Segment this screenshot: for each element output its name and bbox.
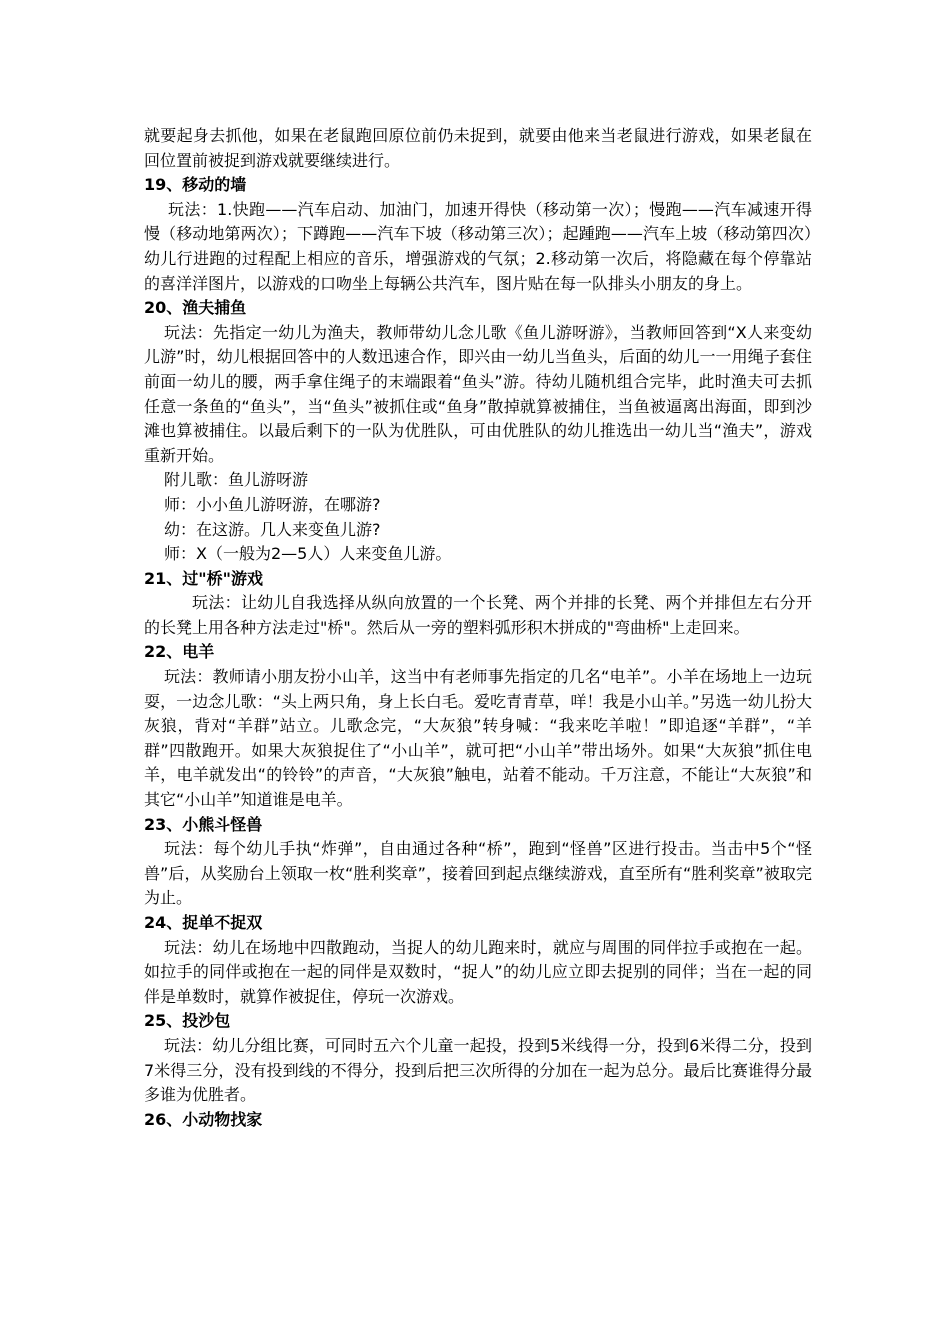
section-22-body: 玩法：教师请小朋友扮小山羊，这当中有老师事先指定的几名“电羊”。小羊在场地上一边玩耍，一边念儿歌：“头上两只角，身上长白毛。爱吃青青草，咩！我是小山羊。”另选一幼儿扮大灰狼，背对“羊群”站立。儿歌念完，“大灰狼”转身喊：“我来吃羊啦！”即追逐“羊群”，“羊群”四散跑开。如果大灰狼捉住了“小山羊”，就可把“小山羊”带出场外。如果“大灰狼”抓住电羊，电羊就发出“的铃铃”的声音，“大灰狼”触电，站着不能动。千万注意，不能让“大灰狼”和其它“小山羊”知道谁是电羊。: [144, 667, 812, 810]
section-24-heading: 24、捉单不捉双: [144, 913, 263, 932]
section-24-body: 玩法：幼儿在场地中四散跑动，当捉人的幼儿跑来时，就应与周围的同伴拉手或抱在一起。如拉手的同伴或抱在一起的同伴是双数时，“捉人”的幼儿应立即去捉别的同伴；当在一起的同伴是单数时，就算作被捉住，停玩一次游戏。: [144, 937, 812, 1006]
section-20-heading: 20、渔夫捕鱼: [144, 298, 247, 318]
document-page: [144, 124, 812, 1132]
section-20-song-line-3: 师：X（一般为2—5人）人来变鱼儿游。: [164, 544, 452, 564]
section-20-song-line-1: 师：小小鱼儿游呀游，在哪游?: [164, 494, 381, 514]
section-26-heading: 26、小动物找家: [144, 1109, 263, 1129]
intro-paragraph: 就要起身去抓他，如果在老鼠跑回原位前仍未捉到，就要由他来当老鼠进行游戏，如果老鼠在回位置前被捉到游戏就要继续进行。: [144, 126, 812, 170]
section-22-heading: 22、电羊: [144, 642, 215, 662]
section-21-body: 玩法：让幼儿自我选择从纵向放置的一个长凳、两个并排的长凳、两个并排但左右分开的长凳上用各种方法走过"桥"。然后从一旁的塑料弧形积木拼成的"弯曲桥"上走回来。: [144, 593, 812, 637]
section-19-body: 玩法：1.快跑——汽车启动、加油门，加速开得快（移动第一次）；慢跑——汽车减速开得慢（移动地第两次）；下蹲跑——汽车下坡（移动第三次）；起踵跑——汽车上坡（移动第四次）幼儿行进跑的过程配上相应的音乐，增强游戏的气氛；2.移动第一次后，将隐藏在每个停靠站的喜洋洋图片，以游戏的口吻坐上每辆公共汽车，图片贴在每一队排头小朋友的身上。: [144, 199, 812, 293]
section-25-heading: 25、投沙包: [144, 1011, 231, 1031]
section-19-heading: 19、移动的墙: [144, 175, 247, 195]
section-20-song-title: 附儿歌：鱼儿游呀游: [164, 470, 309, 490]
section-20-body: 玩法：先指定一幼儿为渔夫，教师带幼儿念儿歌《鱼儿游呀游》，当教师回答到“X人来变幼儿游”时，幼儿根据回答中的人数迅速合作，即兴由一幼儿当鱼头，后面的幼儿一一用绳子套住前面一幼儿的腰，两手拿住绳子的末端跟着“鱼头”游。待幼儿随机组合完毕，此时渔夫可去抓任意一条鱼的“鱼头”，当“鱼头”被抓住或“鱼身”散掉就算被捕住，当鱼被逼离出海面，即到沙滩也算被捕住。以最后剩下的一队为优胜队，可由优胜队的幼儿推选出一幼儿当“渔夫”，游戏重新开始。: [144, 322, 812, 465]
section-20-song-line-2: 幼：在这游。几人来变鱼儿游?: [164, 519, 381, 539]
section-23-heading: 23、小熊斗怪兽: [144, 814, 263, 834]
section-25-body: 玩法：幼儿分组比赛，可同时五六个儿童一起投，投到5米线得一分，投到6米得二分，投到7米得三分，没有投到线的不得分，投到后把三次所得的分加在一起为总分。最后比赛谁得分最多谁为优胜者。: [144, 1035, 812, 1105]
section-21-heading: 21、过"桥"游戏: [144, 568, 263, 588]
section-23-body: 玩法：每个幼儿手执“炸弹”，自由通过各种“桥”，跑到“怪兽”区进行投击。当击中5个“怪兽”后，从奖励台上领取一枚“胜利奖章”，接着回到起点继续游戏，直至所有“胜利奖章”被取完为止。: [144, 839, 812, 908]
